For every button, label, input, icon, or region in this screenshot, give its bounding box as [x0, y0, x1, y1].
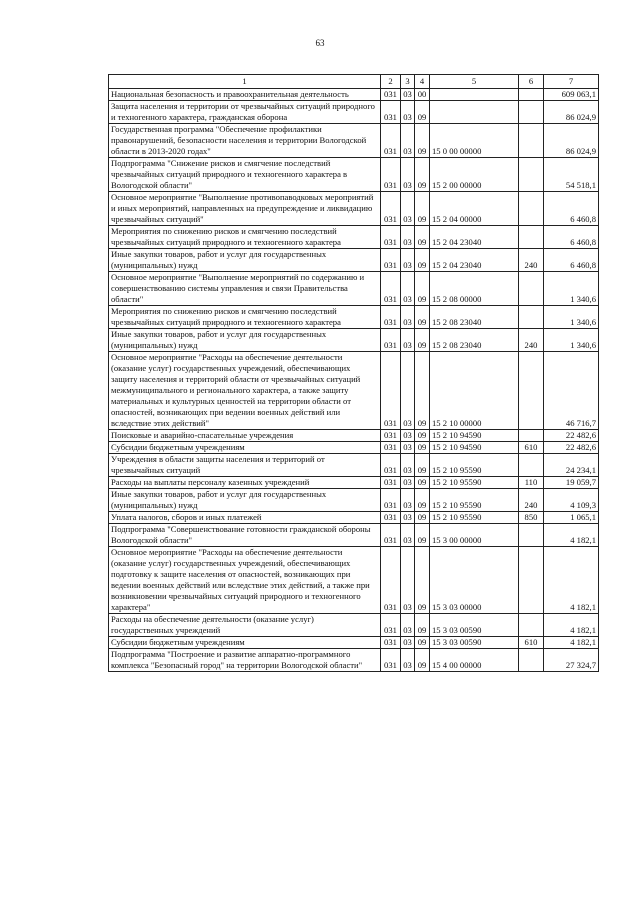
row-name-cell: Защита населения и территории от чрезвычайных ситуаций природного и техногенного характера, гражданская оборона: [109, 101, 381, 124]
row-expense-type-cell: [519, 226, 544, 249]
row-target-article-cell: 15 2 04 23040: [430, 249, 519, 272]
row-name-cell: Иные закупки товаров, работ и услуг для государственных (муниципальных) нужд: [109, 329, 381, 352]
row-grbs-cell: 031: [381, 547, 401, 614]
row-expense-type-cell: [519, 89, 544, 101]
row-target-article-cell: 15 3 03 00590: [430, 614, 519, 637]
table-row: [109, 272, 599, 306]
row-name-cell: Расходы на обеспечение деятельности (оказание услуг) государственных учреждений: [109, 614, 381, 637]
row-section-cell: 03: [401, 524, 415, 547]
row-amount-cell: 19 059,7: [544, 477, 599, 489]
row-grbs-cell: 031: [381, 249, 401, 272]
row-section-cell: 03: [401, 124, 415, 158]
row-amount-cell: 22 482,6: [544, 442, 599, 454]
row-expense-type-cell: [519, 614, 544, 637]
row-target-article-cell: 15 2 04 00000: [430, 192, 519, 226]
table-row: [109, 226, 599, 249]
row-section-cell: 03: [401, 489, 415, 512]
row-grbs-cell: 031: [381, 192, 401, 226]
row-grbs-cell: 031: [381, 430, 401, 442]
row-grbs-cell: 031: [381, 158, 401, 192]
row-subsection-cell: 09: [415, 547, 430, 614]
row-name-cell: Субсидии бюджетным учреждениям: [109, 637, 381, 649]
table-header-row: [109, 75, 599, 89]
row-amount-cell: 1 340,6: [544, 272, 599, 306]
table-row: [109, 547, 599, 614]
row-section-cell: 03: [401, 442, 415, 454]
row-target-article-cell: 15 2 10 95590: [430, 454, 519, 477]
row-grbs-cell: 031: [381, 272, 401, 306]
table-row: [109, 512, 599, 524]
row-subsection-cell: 09: [415, 430, 430, 442]
row-amount-cell: 6 460,8: [544, 192, 599, 226]
table-row: [109, 89, 599, 101]
budget-table: [108, 74, 599, 672]
row-target-article-cell: 15 2 10 95590: [430, 489, 519, 512]
row-expense-type-cell: [519, 430, 544, 442]
row-target-article-cell: 15 2 10 94590: [430, 442, 519, 454]
row-grbs-cell: 031: [381, 614, 401, 637]
row-grbs-cell: 031: [381, 637, 401, 649]
row-expense-type-cell: 240: [519, 249, 544, 272]
row-expense-type-cell: [519, 272, 544, 306]
row-target-article-cell: 15 2 08 00000: [430, 272, 519, 306]
header-cell: 6: [519, 75, 544, 89]
row-target-article-cell: 15 2 10 00000: [430, 352, 519, 430]
header-cell: 7: [544, 75, 599, 89]
row-grbs-cell: 031: [381, 352, 401, 430]
table-row: [109, 649, 599, 672]
row-expense-type-cell: [519, 158, 544, 192]
row-name-cell: Подпрограмма "Совершенствование готовности гражданской обороны Вологодской области": [109, 524, 381, 547]
row-amount-cell: 46 716,7: [544, 352, 599, 430]
row-section-cell: 03: [401, 306, 415, 329]
row-section-cell: 03: [401, 637, 415, 649]
row-target-article-cell: 15 3 03 00000: [430, 547, 519, 614]
row-amount-cell: 86 024,9: [544, 101, 599, 124]
row-expense-type-cell: 610: [519, 637, 544, 649]
row-target-article-cell: 15 2 08 23040: [430, 329, 519, 352]
table-row: [109, 329, 599, 352]
row-section-cell: 03: [401, 89, 415, 101]
row-amount-cell: 4 109,3: [544, 489, 599, 512]
row-section-cell: 03: [401, 454, 415, 477]
row-target-article-cell: 15 0 00 00000: [430, 124, 519, 158]
row-grbs-cell: 031: [381, 442, 401, 454]
row-section-cell: 03: [401, 226, 415, 249]
row-name-cell: Расходы на выплаты персоналу казенных учреждений: [109, 477, 381, 489]
row-subsection-cell: 09: [415, 477, 430, 489]
row-target-article-cell: 15 2 04 23040: [430, 226, 519, 249]
row-amount-cell: 4 182,1: [544, 524, 599, 547]
row-subsection-cell: 09: [415, 306, 430, 329]
row-subsection-cell: 09: [415, 124, 430, 158]
row-subsection-cell: 09: [415, 524, 430, 547]
row-amount-cell: 24 234,1: [544, 454, 599, 477]
row-subsection-cell: 09: [415, 101, 430, 124]
row-grbs-cell: 031: [381, 649, 401, 672]
row-target-article-cell: 15 2 10 95590: [430, 477, 519, 489]
row-subsection-cell: 09: [415, 272, 430, 306]
row-name-cell: Учреждения в области защиты населения и территорий от чрезвычайных ситуаций: [109, 454, 381, 477]
row-subsection-cell: 09: [415, 158, 430, 192]
row-section-cell: 03: [401, 272, 415, 306]
table-row: [109, 124, 599, 158]
row-target-article-cell: 15 2 10 94590: [430, 430, 519, 442]
header-cell: 3: [401, 75, 415, 89]
row-expense-type-cell: [519, 101, 544, 124]
row-grbs-cell: 031: [381, 329, 401, 352]
row-name-cell: Подпрограмма "Построение и развитие аппаратно-программного комплекса "Безопасный город" на территории Вологодской области": [109, 649, 381, 672]
row-section-cell: 03: [401, 512, 415, 524]
page-number: 63: [315, 38, 325, 48]
row-subsection-cell: 09: [415, 192, 430, 226]
row-expense-type-cell: [519, 547, 544, 614]
table-row: [109, 614, 599, 637]
row-section-cell: 03: [401, 430, 415, 442]
row-subsection-cell: 09: [415, 454, 430, 477]
row-name-cell: Поисковые и аварийно-спасательные учреждения: [109, 430, 381, 442]
row-subsection-cell: 09: [415, 226, 430, 249]
row-target-article-cell: 15 2 10 95590: [430, 512, 519, 524]
row-subsection-cell: 09: [415, 512, 430, 524]
row-name-cell: Мероприятия по снижению рисков и смягчению последствий чрезвычайных ситуаций природного и техногенного характера: [109, 306, 381, 329]
row-target-article-cell: 15 2 00 00000: [430, 158, 519, 192]
row-name-cell: Иные закупки товаров, работ и услуг для государственных (муниципальных) нужд: [109, 489, 381, 512]
row-expense-type-cell: 240: [519, 329, 544, 352]
row-expense-type-cell: 240: [519, 489, 544, 512]
row-name-cell: Субсидии бюджетным учреждениям: [109, 442, 381, 454]
row-section-cell: 03: [401, 477, 415, 489]
row-subsection-cell: 09: [415, 249, 430, 272]
table-row: [109, 306, 599, 329]
row-section-cell: 03: [401, 614, 415, 637]
row-section-cell: 03: [401, 249, 415, 272]
row-grbs-cell: 031: [381, 489, 401, 512]
row-expense-type-cell: [519, 524, 544, 547]
row-amount-cell: 27 324,7: [544, 649, 599, 672]
table-row: [109, 637, 599, 649]
row-grbs-cell: 031: [381, 454, 401, 477]
row-grbs-cell: 031: [381, 524, 401, 547]
row-amount-cell: 6 460,8: [544, 249, 599, 272]
row-expense-type-cell: 610: [519, 442, 544, 454]
row-amount-cell: 4 182,1: [544, 547, 599, 614]
row-subsection-cell: 09: [415, 614, 430, 637]
row-subsection-cell: 09: [415, 352, 430, 430]
row-grbs-cell: 031: [381, 306, 401, 329]
row-expense-type-cell: [519, 352, 544, 430]
row-target-article-cell: 15 4 00 00000: [430, 649, 519, 672]
row-name-cell: Подпрограмма "Снижение рисков и смягчение последствий чрезвычайных ситуаций природного и техногенного характера в Вологодской области": [109, 158, 381, 192]
row-expense-type-cell: 110: [519, 477, 544, 489]
row-section-cell: 03: [401, 352, 415, 430]
row-target-article-cell: [430, 89, 519, 101]
row-amount-cell: 22 482,6: [544, 430, 599, 442]
table-row: [109, 352, 599, 430]
row-amount-cell: 1 065,1: [544, 512, 599, 524]
row-section-cell: 03: [401, 101, 415, 124]
row-amount-cell: 86 024,9: [544, 124, 599, 158]
header-cell: 5: [430, 75, 519, 89]
row-target-article-cell: 15 2 08 23040: [430, 306, 519, 329]
row-section-cell: 03: [401, 192, 415, 226]
table-row: [109, 524, 599, 547]
table-row: [109, 192, 599, 226]
row-amount-cell: 54 518,1: [544, 158, 599, 192]
table-row: [109, 454, 599, 477]
row-grbs-cell: 031: [381, 101, 401, 124]
row-amount-cell: 6 460,8: [544, 226, 599, 249]
table-row: [109, 101, 599, 124]
row-expense-type-cell: [519, 454, 544, 477]
row-expense-type-cell: [519, 649, 544, 672]
row-section-cell: 03: [401, 649, 415, 672]
header-cell: 2: [381, 75, 401, 89]
table-row: [109, 430, 599, 442]
row-subsection-cell: 09: [415, 649, 430, 672]
header-cell: 1: [109, 75, 381, 89]
row-amount-cell: 4 182,1: [544, 614, 599, 637]
table-row: [109, 477, 599, 489]
row-target-article-cell: 15 3 00 00000: [430, 524, 519, 547]
row-grbs-cell: 031: [381, 512, 401, 524]
row-name-cell: Основное мероприятие "Выполнение противопаводковых мероприятий и иных мероприятий, направленных на предупреждение и ликвидацию чрезвычайных ситуаций": [109, 192, 381, 226]
row-expense-type-cell: [519, 306, 544, 329]
table-row: [109, 158, 599, 192]
row-name-cell: Основное мероприятие "Выполнение мероприятий по содержанию и совершенствованию системы управления и связи Правительства области": [109, 272, 381, 306]
row-target-article-cell: [430, 101, 519, 124]
row-expense-type-cell: [519, 124, 544, 158]
row-expense-type-cell: 850: [519, 512, 544, 524]
header-cell: 4: [415, 75, 430, 89]
row-name-cell: Основное мероприятие "Расходы на обеспечение деятельности (оказание услуг) государственных учреждений, обеспечивающих подготовку к защите населения от опасностей, возникающих при ведении военных действий или вследствие этих действий, а также при возникновении чрезвычайных ситуаций природного и техногенного характера": [109, 547, 381, 614]
row-grbs-cell: 031: [381, 477, 401, 489]
row-name-cell: Национальная безопасность и правоохранительная деятельность: [109, 89, 381, 101]
row-section-cell: 03: [401, 329, 415, 352]
row-subsection-cell: 09: [415, 442, 430, 454]
row-target-article-cell: 15 3 03 00590: [430, 637, 519, 649]
row-amount-cell: 609 063,1: [544, 89, 599, 101]
row-expense-type-cell: [519, 192, 544, 226]
row-amount-cell: 1 340,6: [544, 306, 599, 329]
table-row: [109, 442, 599, 454]
row-amount-cell: 4 182,1: [544, 637, 599, 649]
row-name-cell: Основное мероприятие "Расходы на обеспечение деятельности (оказание услуг) государственных учреждений, обеспечивающих защиту населения и территорий области от чрезвычайных ситуаций межмуниципального и регионального характера, а также защиту материальных и культурных ценностей на территории области от опасностей, возникающих при ведении военных действий или вследствие этих действий": [109, 352, 381, 430]
row-name-cell: Государственная программа "Обеспечение профилактики правонарушений, безопасности населения и территории Вологодской области в 2013-2020 годах": [109, 124, 381, 158]
row-name-cell: Уплата налогов, сборов и иных платежей: [109, 512, 381, 524]
row-name-cell: Иные закупки товаров, работ и услуг для государственных (муниципальных) нужд: [109, 249, 381, 272]
table-row: [109, 489, 599, 512]
row-subsection-cell: 09: [415, 637, 430, 649]
row-section-cell: 03: [401, 547, 415, 614]
table-row: [109, 249, 599, 272]
row-grbs-cell: 031: [381, 89, 401, 101]
row-subsection-cell: 09: [415, 329, 430, 352]
row-grbs-cell: 031: [381, 226, 401, 249]
row-amount-cell: 1 340,6: [544, 329, 599, 352]
row-section-cell: 03: [401, 158, 415, 192]
row-name-cell: Мероприятия по снижению рисков и смягчению последствий чрезвычайных ситуаций природного и техногенного характера: [109, 226, 381, 249]
row-grbs-cell: 031: [381, 124, 401, 158]
row-subsection-cell: 09: [415, 489, 430, 512]
row-subsection-cell: 00: [415, 89, 430, 101]
